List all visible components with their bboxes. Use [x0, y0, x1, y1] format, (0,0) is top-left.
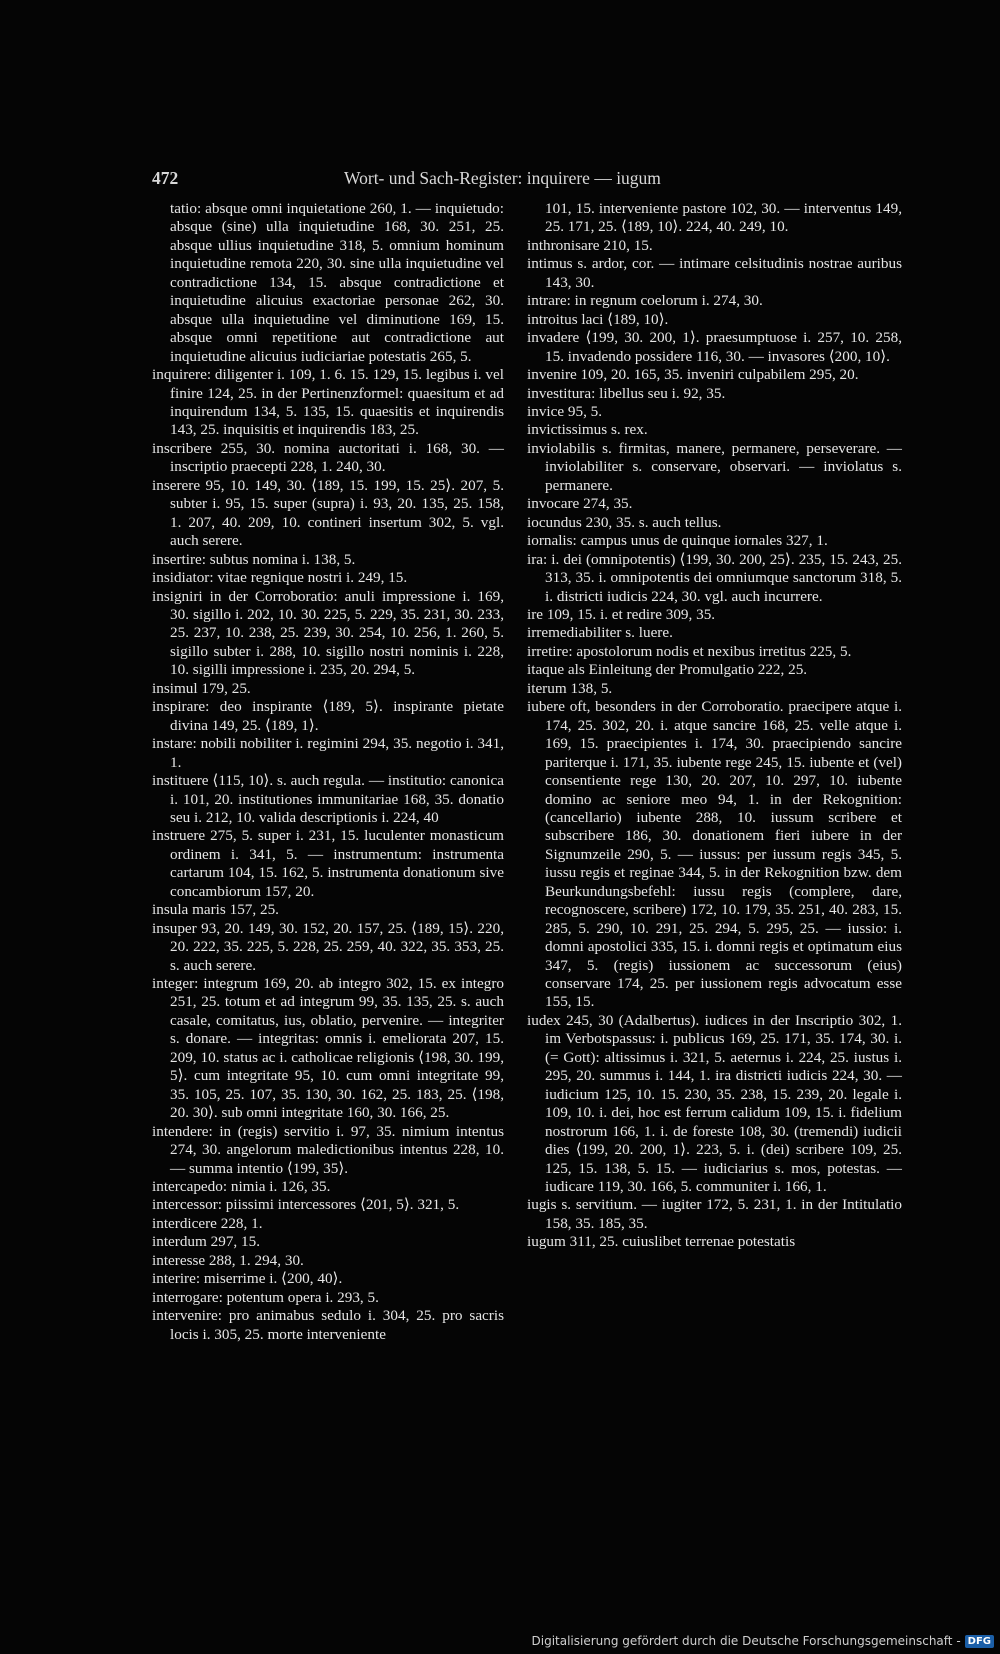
index-entry: interdum 297, 15.	[152, 1233, 260, 1251]
index-entry: interdicere 228, 1.	[152, 1214, 263, 1232]
running-title: Wort- und Sach-Register: inquirere — iugum	[344, 168, 661, 188]
index-entry: insidiator: vitae regnique nostri i. 249, 15.	[152, 569, 408, 587]
index-entry: iugum 311, 25. cuiuslibet terrenae potestatis	[527, 1233, 796, 1251]
index-entry: invice 95, 5.	[527, 402, 603, 420]
index-entry: intimus s. ardor, cor. — intimare celsitudinis nostrae auribus 143, 30.	[527, 255, 902, 291]
index-entry: introitus laci ⟨189, 10⟩.	[527, 310, 669, 328]
index-entry: insula maris 157, 25.	[152, 901, 279, 919]
index-entry: inquirere: diligenter i. 109, 1. 6. 15. 129, 15. legibus i. vel finire 124, 25. in der Pertinenzformel: quaesitum et ad inquirendum 134, 5. 135, 15. quaesitis et inquirendis 143, 25. inquisitis et inquirendis 183, 25.	[152, 366, 504, 439]
index-entry: instituere ⟨115, 10⟩. s. auch regula. — institutio: canonica i. 101, 20. institutiones immunitariae 168, 35. donatio seu i. 212, 10. valida descriptionis i. 224, 40	[152, 772, 504, 826]
index-entry: iornalis: campus unus de quinque iornales 327, 1.	[527, 532, 828, 550]
index-entry: irremediabiliter s. luere.	[527, 624, 673, 642]
index-entry: inserere 95, 10. 149, 30. ⟨189, 15. 199, 15. 25⟩. 207, 5. subter i. 95, 15. super (supra) i. 93, 20. 135, 25. 158, 1. 207, 40. 209, 10. contineri insertum 302, 5. vgl. auch serere.	[152, 476, 504, 550]
index-entry: invenire 109, 20. 165, 35. inveniri culpabilem 295, 20.	[527, 366, 859, 384]
index-entry: inthronisare 210, 15.	[527, 236, 653, 254]
index-entry: interire: miserrime i. ⟨200, 40⟩.	[152, 1270, 343, 1288]
index-entry: itaque als Einleitung der Promulgatio 222, 25.	[527, 661, 808, 679]
footer-text: Digitalisierung gefördert durch die Deutsche Forschungsgemeinschaft -	[531, 1634, 961, 1648]
index-entry: instruere 275, 5. super i. 231, 15. luculenter monasticum ordinem i. 341, 5. — instrumentum: instrumenta cartarum 104, 15. 162, 5. instrumenta donationum sive concambiorum 157, 20.	[152, 827, 504, 900]
dfg-logo: DFG	[965, 1635, 994, 1648]
page-number: 472	[152, 168, 179, 188]
index-entry: ira: i. dei (omnipotentis) ⟨199, 30. 200, 25⟩. 235, 15. 243, 25. 313, 35. i. omnipotentis dei omniumque sanctorum 318, 5. i. districti iudicis 224, 30. vgl. auch incurrere.	[527, 550, 902, 605]
index-entry: inscribere 255, 30. nomina auctoritati i. 168, 30. — inscriptio praecepti 228, 1. 240, 30.	[152, 439, 504, 476]
index-entry: insertire: subtus nomina i. 138, 5.	[152, 550, 356, 568]
index-entry: iterum 138, 5.	[527, 679, 613, 697]
index-entry: interrogare: potentum opera i. 293, 5.	[152, 1288, 379, 1306]
index-entry: intrare: in regnum coelorum i. 274, 30.	[527, 292, 763, 310]
index-entry: insuper 93, 20. 149, 30. 152, 20. 157, 25. ⟨189, 15⟩. 220, 20. 222, 35. 225, 5. 228, 25. 259, 40. 322, 35. 353, 25. s. auch serere.	[152, 919, 504, 974]
index-entry: instare: nobili nobiliter i. regimini 294, 35. negotio i. 341, 1.	[152, 735, 504, 771]
index-entry: integer: integrum 169, 20. ab integro 302, 15. ex integro 251, 25. totum et ad integrum 99, 35. 135, 25. s. auch casale, comitatus, ius, oblatio, pervenire. — integriter s. donare. — integritas: omnis i. emeliorata 207, 15. 209, 10. status ac i. catholicae religionis ⟨198, 30. 199, 5⟩. cum integritate 95, 10. cum omni integritate 99, 35. 105, 25. 107, 35. 130, 30. 162, 25. 183, 25. ⟨198, 20. 30⟩. sub omni integritate 160, 30. 166, 25.	[152, 975, 504, 1122]
index-entry: invadere ⟨199, 30. 200, 1⟩. praesumptuose i. 257, 10. 258, 15. invadendo possidere 116, 30. — invasores ⟨200, 10⟩.	[527, 329, 902, 365]
left-column	[152, 200, 504, 1344]
index-entry: interesse 288, 1. 294, 30.	[152, 1251, 304, 1269]
index-entry: intervenire: pro animabus sedulo i. 304, 25. pro sacris locis i. 305, 25. morte interveniente	[152, 1307, 504, 1343]
index-entry: iubere oft, besonders in der Corroboratio. praecipere atque i. 174, 25. 302, 20. i. atque sancire 168, 25. velle atque i. 169, 15. praecipientes i. 174, 30. praecipiendo sancire pariterque i. 171, 35. iubente rege 245, 15. iubente et (vel) consentiente rege 130, 20. 207, 10. 297, 10. iubente domino ac seniore meo 94, 1. in der Rekognition: (cancellario) iubente 288, 10. iussum scribere et subscribere 186, 30. donationem fieri iubere in der Signumzeile 290, 5. — iussus: per iussum regis 345, 5. iussu regis et reginae 344, 5. in der Rekognition bzw. dem Beurkundungsbefehl: iussu regis (complere, dare, recognoscere, scribere) 172, 10. 179, 35. 251, 40. 283, 15. 285, 5. 290, 10. 291, 25. 294, 5. 295, 25. — iussio: i. domni apostolici 335, 15. i. domni regis et optimatum eius 347, 5. (regis) iussionem ac successorum (eius) conservare 174, 25. per iussionem regis advocatum esse 155, 15.	[527, 698, 902, 1011]
index-entry: intercapedo: nimia i. 126, 35.	[152, 1178, 331, 1196]
index-entry: iugis s. servitium. — iugiter 172, 5. 231, 1. in der Intitulatio 158, 35. 185, 35.	[527, 1196, 902, 1232]
footer	[532, 1634, 995, 1648]
index-entry: iocundus 230, 35. s. auch tellus.	[527, 513, 722, 531]
index-entry: invocare 274, 35.	[527, 495, 633, 513]
index-entry: tatio: absque omni inquietatione 260, 1. — inquietudo: absque (sine) ulla inquietudine 168, 30. 251, 25. absque ullius inquietudine 318, 5. omnium hominum inquietudine remota 220, 30. sine ulla inquietudine vel contradictione 134, 15. absque contradictione et inquietudine alicuius exactoriae personae 262, 30. absque ulla inquietudine vel diminutione 169, 15. absque omni repetitione aut contradictione aut inquietudine alicuius iudiciariae potestatis 265, 5.	[170, 200, 504, 365]
index-entry: 101, 15. interveniente pastore 102, 30. — interventus 149, 25. 171, 25. ⟨189, 10⟩. 224, 40. 249, 10.	[545, 200, 902, 236]
index-entry: invictissimus s. rex.	[527, 421, 648, 439]
index-entry: investitura: libellus seu i. 92, 35.	[527, 384, 726, 402]
index-entry: iudex 245, 30 (Adalbertus). iudices in der Inscriptio 302, 1. im Verbotspassus: i. publicus 169, 25. 171, 35. 174, 30. i. (= Gott): altissimus i. 321, 5. aeternus i. 224, 25. iustus i. 295, 20. summus i. 144, 1. ira districti iudicis 224, 30. — iudicium 125, 10. 15. 230, 35. 238, 15. 239, 20. legale i. 109, 10. i. dei, hoc est ferrum calidum 109, 15. i. fidelium nostrorum 166, 1. i. de foreste 108, 30. (tremendi) iudicii dies ⟨199, 20. 200, 1⟩. 223, 5. i. (dei) scribere 109, 25. 125, 15. 138, 5. 15. — iudiciarius s. mos, potestas. — iudicare 119, 30. 166, 5. communiter i. 166, 1.	[527, 1011, 902, 1196]
index-entry: irretire: apostolorum nodis et nexibus irretitus 225, 5.	[527, 642, 852, 660]
index-entry: ire 109, 15. i. et redire 309, 35.	[527, 605, 716, 623]
right-column	[527, 200, 902, 1252]
index-entry: inspirare: deo inspirante ⟨189, 5⟩. inspirante pietate divina 149, 25. ⟨189, 1⟩.	[152, 698, 504, 734]
index-entry: intercessor: piissimi intercessores ⟨201, 5⟩. 321, 5.	[152, 1196, 460, 1214]
index-entry: inviolabilis s. firmitas, manere, permanere, perseverare. — inviolabiliter s. conservare, observari. — inviolatus s. permanere.	[527, 439, 902, 494]
index-entry: insigniri in der Corroboratio: anuli impressione i. 169, 30. sigillo i. 202, 10. 30. 225, 5. 229, 35. 231, 30. 233, 25. 237, 10. 238, 25. 239, 30. 254, 10. 256, 1. 260, 5. sigillo subter i. 288, 10. sigillo nostri nominis i. 228, 10. sigilli impressione i. 235, 20. 294, 5.	[152, 587, 504, 679]
index-entry: intendere: in (regis) servitio i. 97, 35. nimium intentus 274, 30. angelorum maledictionibus intentus 228, 10. — summa intentio ⟨199, 35⟩.	[152, 1122, 504, 1177]
index-entry: insimul 179, 25.	[152, 679, 251, 697]
